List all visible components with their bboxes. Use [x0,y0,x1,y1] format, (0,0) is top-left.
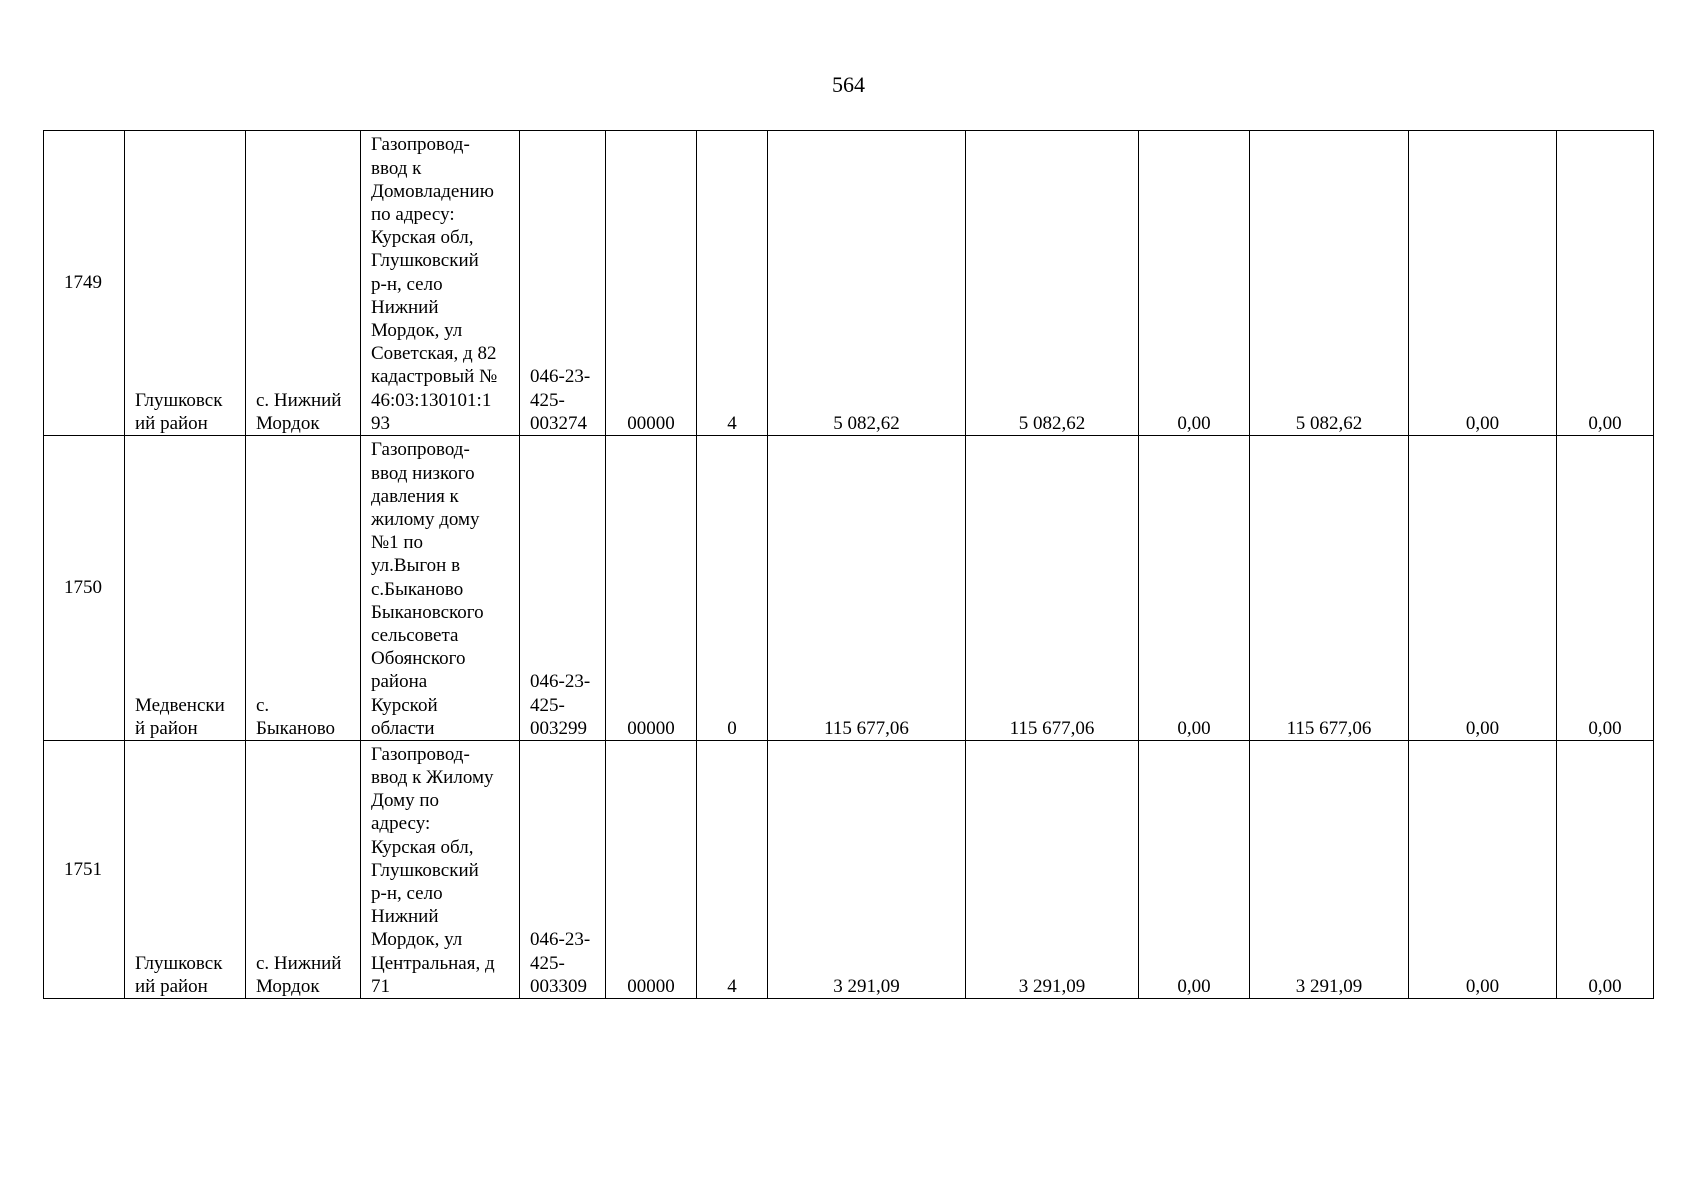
code-cell: 00000 [606,436,697,741]
settlement-cell: с. Нижний Мордок [246,131,361,436]
value-cell-6: 0,00 [1557,131,1654,436]
value-cell-3: 0,00 [1139,741,1250,999]
row-number: 1749 [44,131,125,436]
settlement-cell: с. Нижний Мордок [246,741,361,999]
table-row [44,741,1654,999]
group-cell: 0 [697,436,768,741]
value-cell-1: 115 677,06 [768,436,966,741]
row-number: 1750 [44,436,125,741]
inventory-code-cell: 046-23- 425- 003299 [520,436,606,741]
inventory-code-cell: 046-23- 425- 003309 [520,741,606,999]
code-cell: 00000 [606,741,697,999]
row-number: 1751 [44,741,125,999]
page-number: 564 [832,72,865,97]
value-cell-4: 115 677,06 [1250,436,1409,741]
value-cell-3: 0,00 [1139,436,1250,741]
value-cell-1: 3 291,09 [768,741,966,999]
value-cell-3: 0,00 [1139,131,1250,436]
value-cell-5: 0,00 [1409,131,1557,436]
group-cell: 4 [697,741,768,999]
value-cell-1: 5 082,62 [768,131,966,436]
value-cell-2: 5 082,62 [966,131,1139,436]
code-cell: 00000 [606,131,697,436]
value-cell-4: 5 082,62 [1250,131,1409,436]
object-description-cell: Газопровод- ввод низкого давления к жилому дому №1 по ул.Выгон в с.Быканово Быкановского сельсовета Обоянского района Курской области [361,436,520,741]
value-cell-6: 0,00 [1557,741,1654,999]
value-cell-2: 115 677,06 [966,436,1139,741]
group-cell: 4 [697,131,768,436]
value-cell-4: 3 291,09 [1250,741,1409,999]
district-cell: Медвенски й район [125,436,246,741]
district-cell: Глушковск ий район [125,741,246,999]
table-row [44,131,1654,436]
settlement-cell: с. Быканово [246,436,361,741]
object-description-cell: Газопровод- ввод к Домовладению по адресу: Курская обл, Глушковский р-н, село Нижний Мордок, ул Советская, д 82 кадастровый № 46:03:130101:1 93 [361,131,520,436]
registry-table [43,130,1654,999]
table-row [44,436,1654,741]
district-cell: Глушковск ий район [125,131,246,436]
value-cell-6: 0,00 [1557,436,1654,741]
inventory-code-cell: 046-23- 425- 003274 [520,131,606,436]
value-cell-5: 0,00 [1409,436,1557,741]
value-cell-2: 3 291,09 [966,741,1139,999]
value-cell-5: 0,00 [1409,741,1557,999]
object-description-cell: Газопровод- ввод к Жилому Дому по адресу: Курская обл, Глушковский р-н, село Нижний Мордок, ул Центральная, д 71 [361,741,520,999]
